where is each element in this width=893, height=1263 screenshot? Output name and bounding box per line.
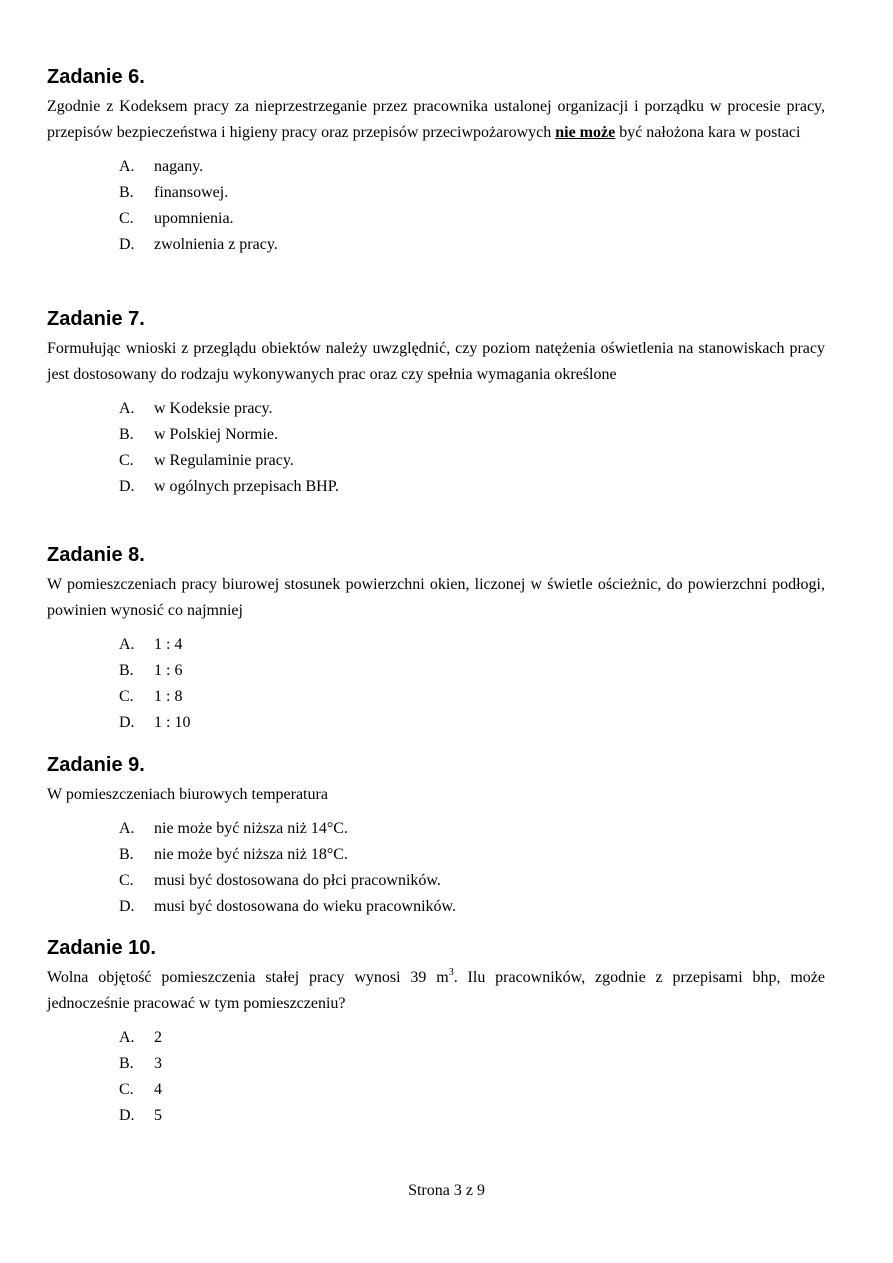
task-title: Zadanie 6. [47,66,145,88]
answer-text: 1 : 10 [154,714,191,731]
emphasis-text: nie może [555,124,616,141]
answer-text: 4 [154,1081,162,1098]
answer-text: 2 [154,1029,162,1046]
answer-option-a [119,1025,825,1051]
answer-option-c [119,206,825,232]
answer-letter: C. [119,872,134,889]
question-text: . Ilu pracowników, zgodnie z przepisami bhp, może jednocześnie pracować w tym pomieszczeniu? [47,969,825,1012]
answer-list [47,154,825,258]
answer-letter: B. [119,426,134,443]
task-question: Formułując wnioski z przeglądu obiektów należy uwzględnić, czy poziom natężenia oświetlenia na stanowiskach pracy jest dostosowany do rodzaju wykonywanych prac oraz czy spełnia wymagania określone [47,340,825,383]
answer-option-a [119,632,825,658]
answer-text: w Kodeksie pracy. [154,400,273,417]
answer-option-d [119,474,825,500]
answer-letter: D. [119,714,135,731]
answer-option-b [119,1051,825,1077]
answer-letter: B. [119,184,134,201]
answer-text: 1 : 6 [154,662,183,679]
answer-letter: C. [119,688,134,705]
answer-letter: D. [119,898,135,915]
answer-letter: A. [119,400,135,417]
answer-option-d [119,1103,825,1129]
answer-letter: B. [119,1055,134,1072]
answer-text: w ogólnych przepisach BHP. [154,478,339,495]
task-7 [47,306,825,500]
answer-list [47,396,825,500]
answer-option-b [119,658,825,684]
answer-option-c [119,868,825,894]
question-text: być nałożona kara w postaci [615,124,801,141]
answer-option-d [119,710,825,736]
answer-option-d [119,894,825,920]
answer-letter: D. [119,236,135,253]
answer-option-d [119,232,825,258]
answer-option-b [119,422,825,448]
answer-letter: C. [119,210,134,227]
answer-letter: C. [119,452,134,469]
answer-letter: A. [119,158,135,175]
task-8 [47,542,825,736]
task-title: Zadanie 9. [47,754,145,776]
answer-text: nie może być niższa niż 14°C. [154,820,348,837]
task-question: W pomieszczeniach pracy biurowej stosunek powierzchni okien, liczonej w świetle ościeżnic, do powierzchni podłogi, powinien wynosić co najmniej [47,576,825,619]
answer-list [47,816,825,920]
task-title: Zadanie 10. [47,937,156,959]
answer-option-b [119,842,825,868]
question-text: Zgodnie z Kodeksem pracy za nieprzestrzeganie przez pracownika ustalonej organizacji i porządku w procesie pracy, przepisów bezpieczeństwa i higieny pracy oraz przepisów przeciwpożarowych [47,98,825,141]
answer-text: musi być dostosowana do płci pracowników. [154,872,441,889]
answer-letter: A. [119,636,135,653]
answer-text: 5 [154,1107,162,1124]
superscript: 3 [448,967,454,978]
answer-letter: D. [119,1107,135,1124]
task-10 [47,935,825,1129]
answer-text: nie może być niższa niż 18°C. [154,846,348,863]
answer-text: 1 : 4 [154,636,183,653]
task-question: W pomieszczeniach biurowych temperatura [47,786,328,803]
answer-letter: B. [119,846,134,863]
answer-option-a [119,396,825,422]
answer-text: w Regulaminie pracy. [154,452,294,469]
answer-option-c [119,684,825,710]
answer-option-a [119,154,825,180]
answer-text: upomnienia. [154,210,234,227]
answer-text: nagany. [154,158,204,175]
answer-text: 1 : 8 [154,688,183,705]
answer-text: musi być dostosowana do wieku pracowników. [154,898,457,915]
page-number: Strona 3 z 9 [408,1182,485,1199]
answer-option-c [119,1077,825,1103]
answer-letter: A. [119,1029,135,1046]
answer-letter: C. [119,1081,134,1098]
answer-text: zwolnienia z pracy. [154,236,278,253]
answer-letter: A. [119,820,135,837]
question-text: Wolna objętość pomieszczenia stałej pracy wynosi 39 m [47,969,449,986]
task-question [47,965,825,1017]
task-title: Zadanie 7. [47,308,145,330]
answer-letter: B. [119,662,134,679]
task-6 [47,64,825,258]
task-title: Zadanie 8. [47,544,145,566]
answer-letter: D. [119,478,135,495]
answer-option-c [119,448,825,474]
task-question [47,94,825,146]
answer-option-a [119,816,825,842]
answer-option-b [119,180,825,206]
answer-text: w Polskiej Normie. [154,426,278,443]
answer-text: 3 [154,1055,162,1072]
answer-list [47,632,825,736]
task-9 [47,752,825,920]
answer-text: finansowej. [154,184,229,201]
answer-list [47,1025,825,1129]
